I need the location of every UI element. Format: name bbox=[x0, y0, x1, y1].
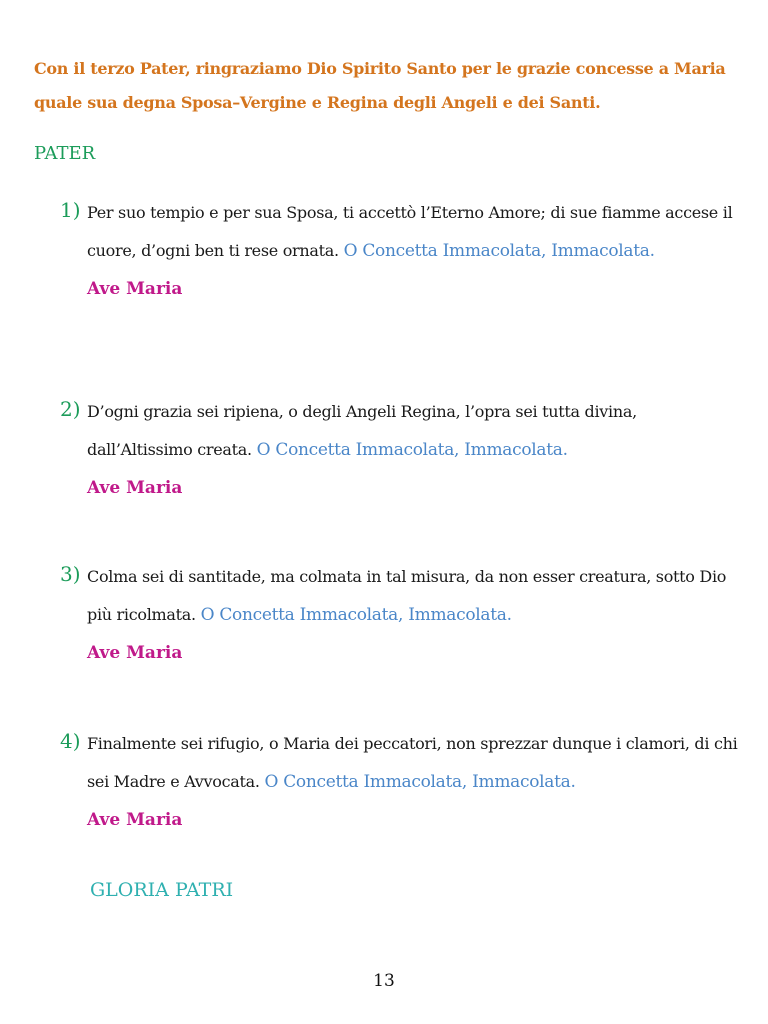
verse-refrain: O Concetta Immacolata, Immacolata. bbox=[256, 440, 568, 460]
verse-refrain: O Concetta Immacolata, Immacolata. bbox=[200, 605, 512, 625]
verse-number: 4) bbox=[60, 729, 81, 753]
verse-4 bbox=[60, 725, 740, 839]
verse-text bbox=[87, 393, 740, 469]
verse-1 bbox=[60, 194, 740, 308]
verse-number: 1) bbox=[60, 198, 81, 222]
verse-refrain: O Concetta Immacolata, Immacolata. bbox=[264, 772, 576, 792]
verse-body: Finalmente sei rifugio, o Maria dei peccatori, non sprezzar dunque i clamori, di chi sei Madre e Avvocata. bbox=[87, 734, 738, 791]
page-number: 13 bbox=[373, 971, 395, 991]
verse-number: 2) bbox=[60, 397, 81, 421]
verse-body: Colma sei di santitade, ma colmata in tal misura, da non esser creatura, sotto Dio più ricolmata. bbox=[87, 567, 727, 624]
verse-refrain: O Concetta Immacolata, Immacolata. bbox=[343, 241, 655, 261]
verse-text bbox=[87, 558, 740, 634]
ave-maria-label: Ave Maria bbox=[87, 643, 183, 663]
ave-maria-label: Ave Maria bbox=[87, 810, 183, 830]
ave-maria-label: Ave Maria bbox=[87, 279, 183, 299]
gloria-patri-heading: GLORIA PATRI bbox=[90, 879, 234, 901]
verse-3 bbox=[60, 558, 740, 672]
verse-text bbox=[87, 194, 740, 270]
intro-paragraph: Con il terzo Pater, ringraziamo Dio Spirito Santo per le grazie concesse a Maria quale sua degna Sposa–Vergine e Regina degli Angeli e dei Santi. bbox=[34, 59, 726, 112]
verse-2 bbox=[60, 393, 740, 507]
verse-text bbox=[87, 725, 740, 801]
verse-body: D’ogni grazia sei ripiena, o degli Angeli Regina, l’opra sei tutta divina, dall’Altissimo creata. bbox=[87, 402, 637, 459]
verse-body: Per suo tempio e per sua Sposa, ti accettò l’Eterno Amore; di sue fiamme accese il cuore, d’ogni ben ti rese ornata. bbox=[87, 203, 733, 260]
ave-maria-label: Ave Maria bbox=[87, 478, 183, 498]
pater-heading: PATER bbox=[34, 143, 96, 164]
verse-number: 3) bbox=[60, 562, 81, 586]
